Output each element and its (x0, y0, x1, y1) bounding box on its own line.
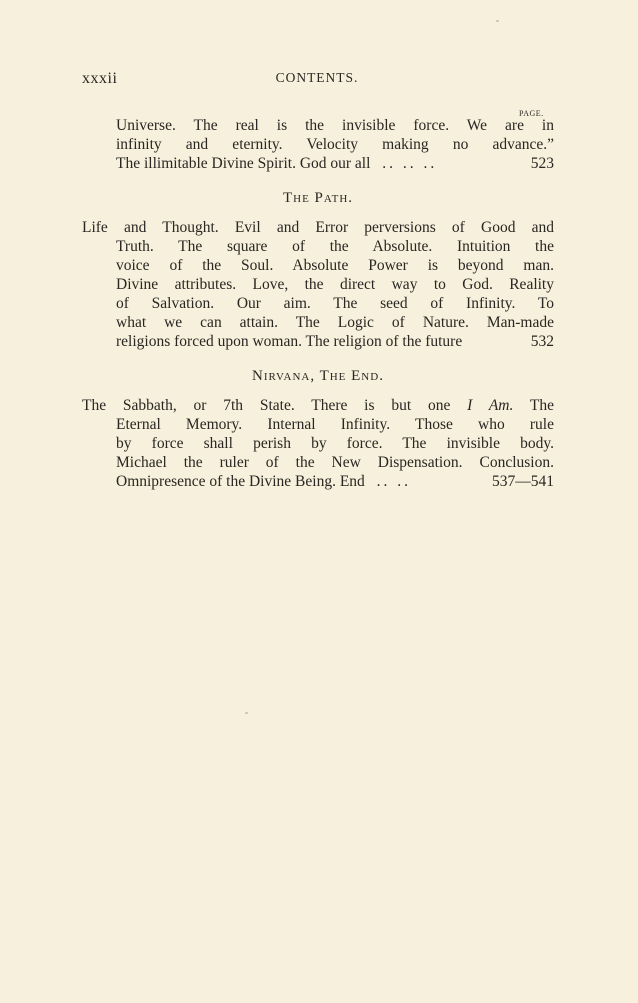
page-number: 523 (530, 155, 554, 172)
toc-line: Truth. The square of the Absolute. Intuition the (116, 238, 554, 255)
toc-line-text: The Sabbath, or 7th State. There is but one (82, 397, 468, 414)
section-title-nirvana: Nirvana, The End. (252, 368, 384, 384)
leader-dots: .. .. (376, 473, 412, 490)
toc-line: Michael the ruler of the New Dispensation. Conclusion. (116, 454, 554, 471)
toc-line-text: Omnipresence of the Divine Being. End (116, 473, 365, 490)
toc-line-text: The illimitable Divine Spirit. God our all (116, 155, 371, 172)
paper-speck (496, 20, 499, 22)
toc-line: of Salvation. Our aim. The seed of Infinity. To (116, 295, 554, 312)
table-of-contents (82, 116, 554, 491)
toc-line: Universe. The real is the invisible force. We are in (116, 117, 554, 134)
toc-line: infinity and eternity. Velocity making no advance.” (116, 136, 554, 153)
page-number: 537—541 (492, 473, 554, 490)
toc-line-text: The (513, 397, 554, 414)
toc-entry-nirvana (82, 396, 554, 491)
toc-line: what we can attain. The Logic of Nature. Man-made (116, 314, 554, 331)
section-title-the-path: The Path. (282, 190, 354, 206)
leader-dots: .. .. .. (382, 155, 438, 172)
toc-line: by force shall perish by force. The invisible body. (116, 435, 554, 452)
toc-entry-the-path (82, 218, 554, 351)
paper-speck (245, 712, 248, 714)
toc-line: Eternal Memory. Internal Infinity. Those who rule (116, 416, 554, 433)
folio-number: xxxii (82, 70, 118, 87)
toc-line-last (82, 332, 554, 351)
toc-line-text: religions forced upon woman. The religion of the future (116, 333, 463, 350)
running-head: CONTENTS. (275, 70, 359, 85)
toc-entry-universe (82, 116, 554, 173)
toc-line-last (82, 154, 554, 173)
toc-line: Life and Thought. Evil and Error perversions of Good and (82, 219, 554, 236)
page-column-label: PAGE. (519, 109, 544, 118)
italic-phrase: I Am. (467, 397, 514, 414)
toc-line: Divine attributes. Love, the direct way to God. Reality (116, 276, 554, 293)
toc-line-last (82, 472, 554, 491)
toc-line (82, 396, 554, 415)
toc-line: voice of the Soul. Absolute Power is beyond man. (116, 257, 554, 274)
page-number: 532 (530, 333, 554, 350)
page-header (82, 70, 552, 92)
